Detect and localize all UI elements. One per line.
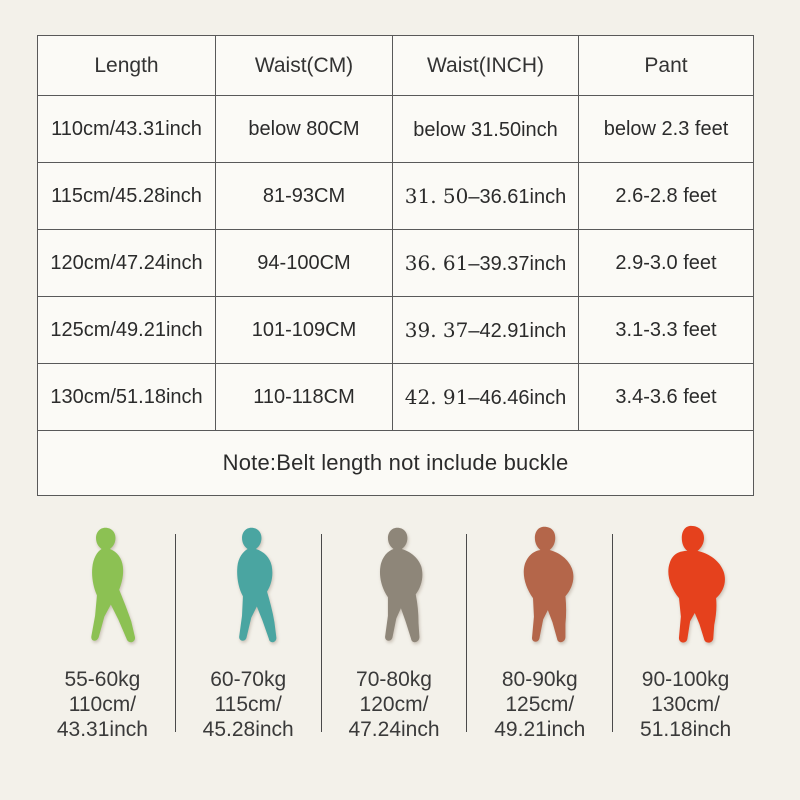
pant-cell: 3.4-3.6 feet xyxy=(579,364,754,431)
person-silhouette-heavier-icon xyxy=(493,524,586,650)
length-cell: 110cm/43.31inch xyxy=(38,96,216,163)
waist-inch-cell xyxy=(393,96,579,163)
waist-inch-cell xyxy=(393,163,579,230)
size-table xyxy=(37,35,754,496)
length-cell: 120cm/47.24inch xyxy=(38,230,216,297)
waist-inch-serif: 36. 61 xyxy=(404,250,469,275)
figure-length-cm: 120cm/ xyxy=(359,693,429,716)
waist-inch-rest: –36.61inch xyxy=(468,185,567,208)
figure-group-90-100kg xyxy=(613,524,758,742)
pant-cell: 2.9-3.0 feet xyxy=(579,230,754,297)
header-row xyxy=(38,36,754,96)
pant-cell: 3.1-3.3 feet xyxy=(579,297,754,364)
figure-group-55-60kg xyxy=(30,524,175,742)
waist-inch-rest: –46.46inch xyxy=(468,386,567,409)
weight-figure-strip xyxy=(0,524,800,742)
figure-length-cm: 115cm/ xyxy=(214,693,282,716)
waist-inch-cell xyxy=(393,230,579,297)
size-row xyxy=(38,96,754,163)
waist-inch-serif: 39. 37 xyxy=(404,317,469,342)
figure-weight-label: 70-80kg xyxy=(356,668,432,691)
figure-weight-label: 80-90kg xyxy=(501,668,578,691)
col-header-waist-cm: Waist(CM) xyxy=(216,36,393,96)
size-row xyxy=(38,364,754,431)
figure-length-inch: 43.31inch xyxy=(56,718,148,741)
waist-inch-rest: –42.91inch xyxy=(468,319,567,342)
figure-length-cm: 125cm/ xyxy=(505,693,575,716)
length-cell: 130cm/51.18inch xyxy=(38,364,216,431)
col-header-length: Length xyxy=(38,36,216,96)
figure-group-70-80kg xyxy=(322,524,467,742)
waist-inch-cell xyxy=(393,297,579,364)
figure-weight-label: 55-60kg xyxy=(64,668,141,691)
size-row xyxy=(38,163,754,230)
size-row xyxy=(38,297,754,364)
waist-inch-rest: –39.37inch xyxy=(468,252,567,275)
person-silhouette-heavy-icon xyxy=(347,524,440,650)
note-row xyxy=(38,431,754,496)
figure-group-60-70kg xyxy=(176,524,321,742)
figure-length-inch: 49.21inch xyxy=(494,718,586,741)
waist-inch-rest: below 31.50inch xyxy=(413,118,558,141)
size-row xyxy=(38,230,754,297)
table-note: Note:Belt length not include buckle xyxy=(38,431,754,496)
length-cell: 115cm/45.28inch xyxy=(38,163,216,230)
figure-length-cm: 130cm/ xyxy=(651,693,721,716)
figure-weight-label: 60-70kg xyxy=(210,668,287,691)
figure-length-inch: 51.18inch xyxy=(640,718,732,741)
figure-length-cm: 110cm/ xyxy=(68,693,137,716)
figure-length-inch: 47.24inch xyxy=(348,718,440,741)
pant-cell: 2.6-2.8 feet xyxy=(579,163,754,230)
figure-weight-label: 90-100kg xyxy=(641,668,730,691)
waist-inch-cell xyxy=(393,364,579,431)
col-header-waist-inch: Waist(INCH) xyxy=(393,36,579,96)
waist-inch-serif: 42. 91 xyxy=(404,384,469,409)
person-silhouette-average-icon xyxy=(202,524,295,650)
waist-cm-cell: 101-109CM xyxy=(216,297,393,364)
waist-cm-cell: below 80CM xyxy=(216,96,393,163)
length-cell: 125cm/49.21inch xyxy=(38,297,216,364)
pant-cell: below 2.3 feet xyxy=(579,96,754,163)
col-header-pant: Pant xyxy=(579,36,754,96)
person-silhouette-heaviest-icon xyxy=(639,524,732,650)
figure-group-80-90kg xyxy=(467,524,612,742)
waist-cm-cell: 94-100CM xyxy=(216,230,393,297)
waist-cm-cell: 81-93CM xyxy=(216,163,393,230)
figure-length-inch: 45.28inch xyxy=(202,718,294,741)
person-silhouette-slim-icon xyxy=(56,524,149,650)
waist-inch-serif: 31. 50 xyxy=(404,183,469,208)
waist-cm-cell: 110-118CM xyxy=(216,364,393,431)
